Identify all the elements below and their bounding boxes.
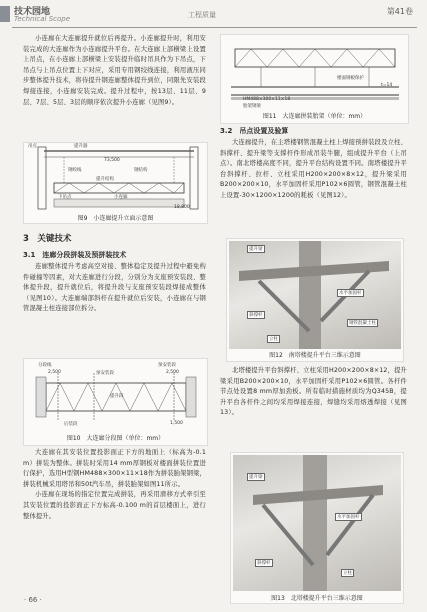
figure-12-structure	[229, 241, 401, 349]
tag-c: 钢管混凝土柱	[349, 321, 376, 326]
figure-11-caption: 图11 大连廊拼装胎架（单位：mm）	[262, 113, 367, 120]
label-pre2: 预安装段	[158, 363, 176, 368]
tag-a: 提升梁	[249, 247, 263, 252]
tag-c: 立柱	[343, 571, 352, 576]
label-rear: 后装段	[64, 422, 78, 427]
paragraph: 小连廊在现场的指定位置完成拼装，再采用滑移方式牵引至其安装位置的投影面正下方标高-0.100 m的首层楼面上，进行整体提升。	[23, 491, 206, 520]
figure-9-drawing	[24, 143, 207, 213]
figure-9	[23, 142, 208, 224]
tag-b: 水平加固杆	[337, 515, 360, 520]
figure-12	[226, 238, 404, 362]
figure-9-caption: 图9 小连廊提升立面示意图	[77, 215, 154, 222]
tag-a: 提升梁	[249, 475, 263, 480]
label-d2: 2,500	[166, 370, 179, 375]
tag-d: 斜撑杆	[257, 561, 271, 566]
subsection-heading: 3.1 连廊分段拼装及预拼装技术	[23, 251, 127, 259]
label-fix: 钢结构	[134, 168, 148, 173]
column-title-en: Technical Scope	[14, 15, 71, 23]
left-column-section	[23, 226, 206, 315]
left-column-bottom	[23, 448, 206, 522]
section-heading: 3 关键技术	[23, 234, 72, 244]
label-dim: 73,500	[104, 158, 120, 163]
label-dim2: 18,800	[174, 205, 190, 210]
label-cable: 钢绞线	[68, 168, 82, 173]
paragraph: 小连廊在大连廊提升就位后再提升。小连廊提升时，利用安装完成的大连廊作为小连廊提升平台。在大连廊上部横梁上设置上吊点，在小连廊上部横梁上安装提升临时吊具作为下吊点，下吊点与上吊点位置上下对应，采用专用钢绞线连接，利用液压同步整体提升技术，将待提升钢连廊整体提升到位，同限先安装段焊接连接，小连廊安装完成。提升过程中，按13层、11层、9层、7层、5层、3层的顺序依次提升小连廊（见图9）。	[23, 35, 206, 106]
paragraph: 连廊整体提升考虑高空对接、整体稳定及提升过程中避免构件碰撞等因素，对大连廊进行分段，分别分为支座预安装段、整体提升段，提升就位后，将提升段与支座预安装段焊接成整体（见图10）。大连廊端部斜杆在提升就位后安装，小连廊在与钢管混凝土柱连接部位拆分。	[23, 263, 206, 313]
label-hang: 吊点	[28, 144, 37, 149]
page-number: · 66 ·	[24, 596, 42, 604]
paragraph: 大连廊在其安装位置投影面正下方的地面上（标高为-0.1 m）拼装为整体。拼装时采用14 mm厚钢板对楼面拼装位置进行保护，选用H型钢HM488×300×11×18作为拼装胎架钢梁，拼装机械采用塔吊和50t汽车吊，拼装胎架如图11所示。	[23, 449, 206, 488]
tag-b: 水平加固杆	[339, 291, 362, 296]
page-header	[0, 0, 427, 28]
paragraph: 大连廊提升，在主塔楼钢管混凝土柱上焊接预拼装段及立柱、斜撑杆、提升梁等支撑杆件形成吊装牛腿，组成提升平台（上吊点）。南北塔楼高度不同，提升平台结构设置不同。南塔楼提升平台斜撑杆、拉杆、立柱采用H200×200×8×12，提升梁采用B200×200×10，水平加固杆采用P102×6圆管，钢管混凝土柱上设置-30×1200×1200的耗板（见图12）。	[220, 139, 407, 199]
label-seg: 分段线	[38, 363, 52, 368]
figure-12-caption: 图12 南塔楼提升平台三维示意图	[269, 352, 361, 359]
label-d3: 1,500	[170, 421, 183, 426]
left-column	[23, 34, 206, 108]
right-column	[220, 126, 407, 202]
label-struct: 提升结构	[96, 177, 114, 182]
label-lower: 下吊点	[58, 195, 72, 200]
label-lift: 提升段	[110, 394, 124, 399]
figure-11	[220, 34, 409, 124]
journal-name: 工程质量	[188, 11, 216, 19]
label-plate: 楼面钢板保护	[337, 76, 364, 81]
figure-10-caption: 图10 大连廊分段图（单位：mm）	[66, 435, 165, 442]
tag-d: 斜撑杆	[249, 313, 263, 318]
label-frame: 胎架钢梁	[243, 104, 261, 109]
figure-10	[23, 358, 208, 446]
figure-13	[230, 452, 404, 604]
label-t: t=14	[381, 83, 393, 88]
tag-e: 立柱	[269, 337, 278, 342]
label-jack: 提升器	[74, 144, 88, 149]
label-d1: 2,500	[48, 370, 61, 375]
volume-number: 第41卷	[386, 7, 413, 16]
label-small: 小连廊	[114, 195, 128, 200]
figure-12-image	[229, 241, 401, 349]
figure-13-caption: 图13 北塔楼提升平台三维示意图	[271, 595, 363, 602]
label-beam: HM488×300×11×18	[243, 97, 291, 102]
subsection-heading: 3.2 吊点设置及验算	[220, 127, 289, 135]
label-pre: 预安装段	[96, 371, 114, 376]
header-rule	[12, 27, 417, 28]
column-marker	[0, 6, 10, 22]
column-title: 技术园地	[14, 7, 51, 17]
right-column-mid	[220, 366, 407, 419]
paragraph: 北塔楼提升平台斜撑杆、立柱采用H200×200×8×12，提升梁采用B200×200×10，水平加固杆采用P102×6圆管。各杆件节点处设置8 mm厚加劲板。所有临时措施材质均为Q345B，提升平台各杆件之间均采用焊接连接，焊缝均采用熔透焊接（见图13）。	[220, 367, 407, 417]
